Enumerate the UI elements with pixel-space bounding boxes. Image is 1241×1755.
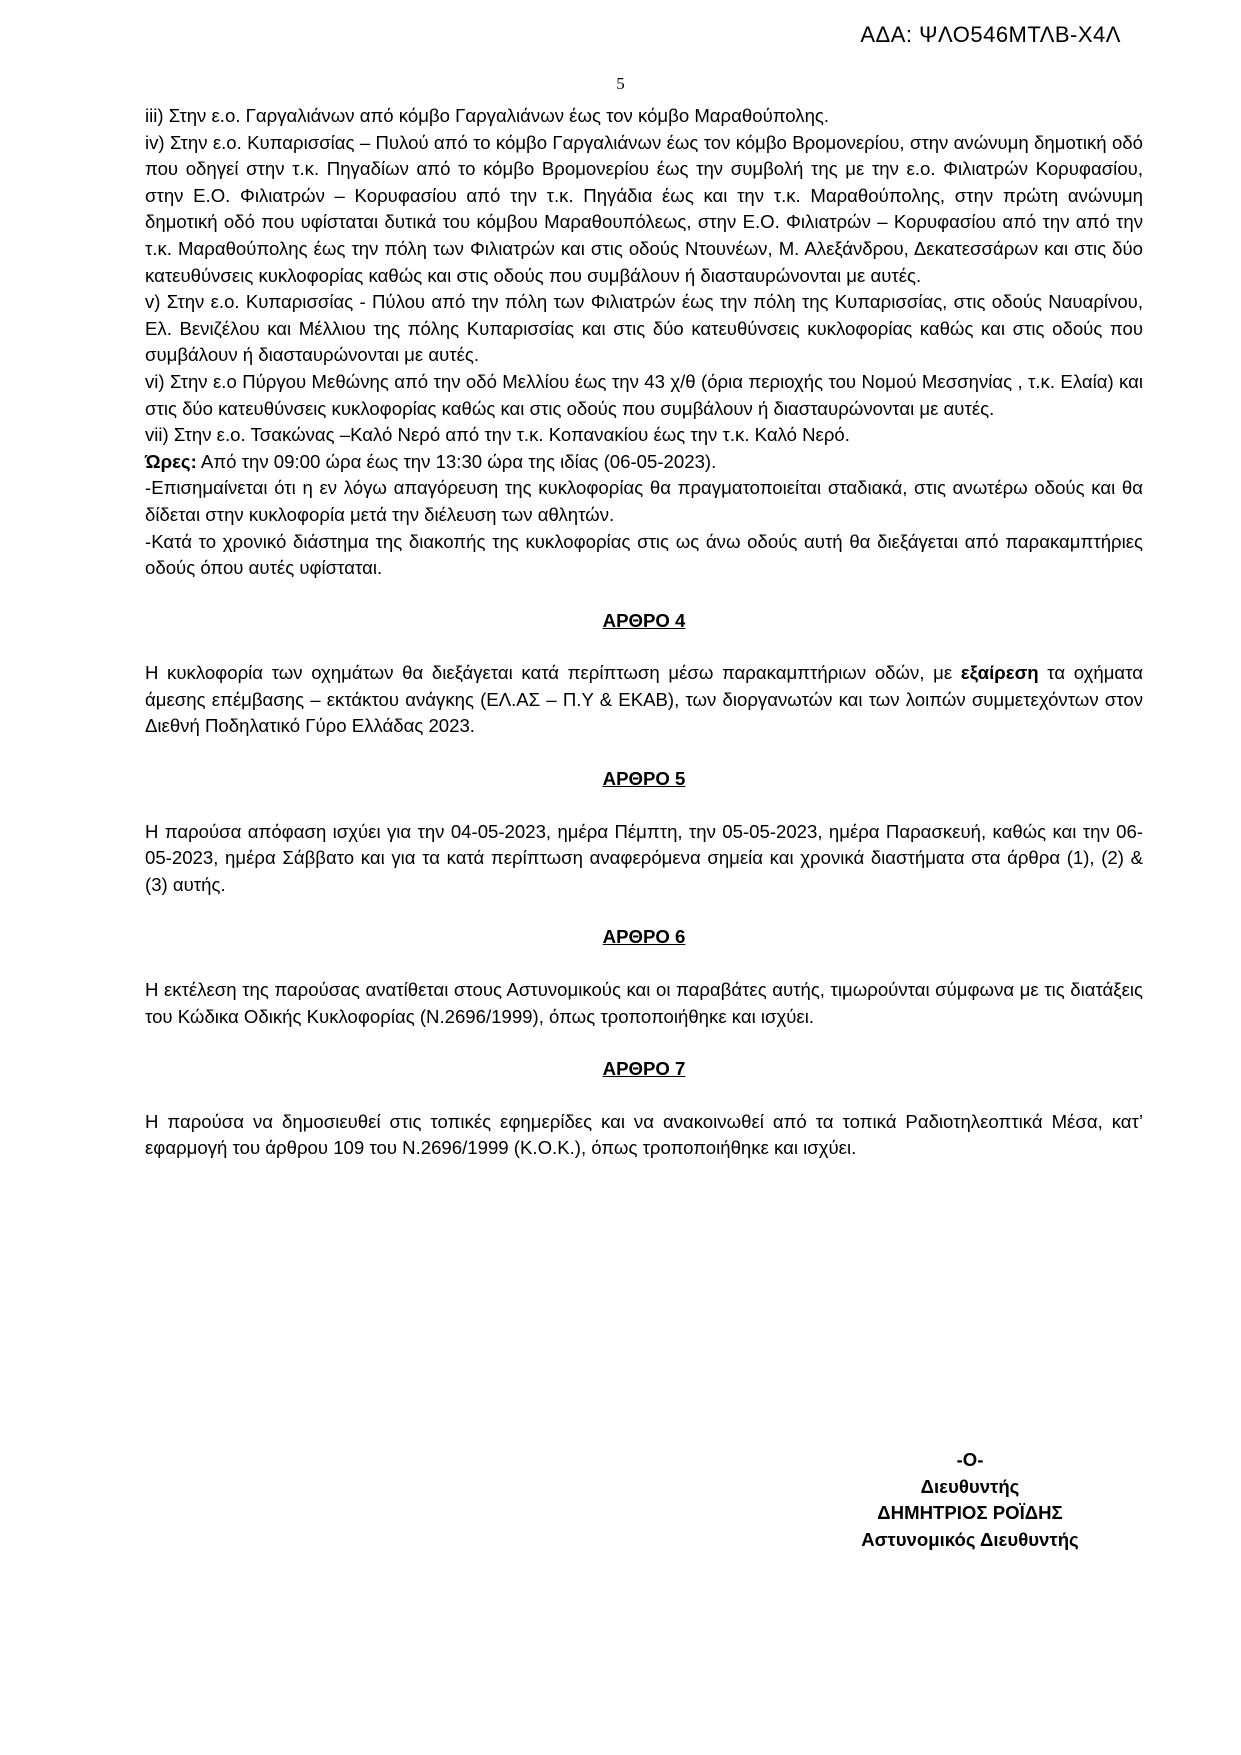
paragraph-iv: iv) Στην ε.ο. Κυπαρισσίας – Πυλού από το κόμβο Γαργαλιάνων έως τον κόμβο Βρομονερίου, στην ανώνυμη δημοτική οδό που οδηγεί στην τ.κ. Πηγαδίων από το κόμβο Βρομονερίου έως την συμβολή της με την ε.ο. Φιλιατρών Κορυφασίου, στην Ε.Ο. Φιλιατρών – Κορυφασίου από την τ.κ. Πηγάδια έως και την τ.κ. Μαραθούπολης, στην πρώτη ανώνυμη δημοτική οδό που υφίσταται δυτικά του κόμβου Μαραθουπόλεως, στην Ε.Ο. Φιλιατρών – Κορυφασίου από την από την τ.κ. Μαραθούπολης έως την πόλη των Φιλιατρών και στις οδούς Ντουνέων, Μ. Αλεξάνδρου, Δεκατεσσάρων και στις δύο κατευθύνσεις κυκλοφορίας καθώς και στις οδούς που συμβάλουν ή διασταυρώνονται με αυτές. xyxy=(145,131,1143,286)
signature-mark: -Ο- xyxy=(956,1449,984,1470)
article-4-heading: ΑΡΘΡΟ 4 xyxy=(602,609,686,631)
paragraph-vi: vi) Στην ε.ο Πύργου Μεθώνης από την οδό Μελλίου έως την 43 χ/θ (όρια περιοχής του Νομού Μεσσηνίας , τ.κ. Ελαία) και στις δύο κατευθύνσεις κυκλοφορίας καθώς και στις οδούς που συμβάλουν ή διασταυρώνονται με αυτές. xyxy=(145,370,1143,419)
article-6-heading: ΑΡΘΡΟ 6 xyxy=(602,926,686,948)
article-6-text: Η εκτέλεση της παρούσας ανατίθεται στους Αστυνομικούς και οι παραβάτες αυτής, τιμωρούνται σύμφωνα με τις διατάξεις του Κώδικα Οδικής Κυκλοφορίας (Ν.2696/1999), όπως τροποποιήθηκε και ισχύει. xyxy=(145,979,1143,1027)
article-4-text-b: τα οχήματα άμεσης επέμβασης – εκτάκτου ανάγκης (ΕΛ.ΑΣ – Π.Υ & ΕΚΑΒ), των διοργανωτών και των λοιπών συμμετεχόντων στον Διεθνή Ποδηλατικό Γύρο Ελλάδας 2023. xyxy=(145,662,1143,737)
paragraph-vii: vii) Στην ε.ο. Τσακώνας –Καλό Νερό από την τ.κ. Κοπανακίου έως την τ.κ. Καλό Νερό. xyxy=(145,424,850,446)
page-number: 5 xyxy=(616,74,625,93)
article-4-text-a: Η κυκλοφορία των οχημάτων θα διεξάγεται κατά περίπτωση μέσω παρακαμπτήριων οδών, με xyxy=(145,662,961,684)
signature-name: ΔΗΜΗΤΡΙΟΣ ΡΟΪΔΗΣ xyxy=(877,1502,1063,1524)
signature-rank: Αστυνομικός Διευθυντής xyxy=(861,1528,1079,1550)
signature-role: Διευθυντής xyxy=(920,1475,1020,1497)
article-7-heading: ΑΡΘΡΟ 7 xyxy=(602,1058,686,1080)
note-gradual-closure: -Επισημαίνεται ότι η εν λόγω απαγόρευση της κυκλοφορίας θα πραγματοποιείται σταδιακά, στις ανωτέρω οδούς και θα δίδεται στην κυκλοφορία μετά την διέλευση των αθλητών. xyxy=(145,477,1143,525)
paragraph-v: v) Στην ε.ο. Κυπαρισσίας - Πύλου από την πόλη των Φιλιατρών έως την πόλη της Κυπαρισσίας, στις οδούς Ναυαρίνου, Ελ. Βενιζέλου και Μέλλιου της πόλης Κυπαρισσίας και στις δύο κατευθύνσεις κυκλοφορίας καθώς και στις οδούς που συμβάλουν ή διασταυρώνονται με αυτές. xyxy=(145,291,1143,366)
hours-text: Από την 09:00 ώρα έως την 13:30 ώρα της ιδίας (06-05-2023). xyxy=(196,450,717,472)
ada-code: ΑΔΑ: ΨΛΟ546ΜΤΛΒ-Χ4Λ xyxy=(860,22,1121,47)
hours-label: Ώρες: xyxy=(145,450,197,472)
note-detour: -Κατά το χρονικό διάστημα της διακοπής της κυκλοφορίας στις ως άνω οδούς αυτή θα διεξάγεται από παρακαμπτήριες οδούς όπου αυτές υφίσταται. xyxy=(145,530,1143,579)
document-body xyxy=(145,103,1143,1162)
signature-block xyxy=(820,1447,1120,1553)
article-5-heading: ΑΡΘΡΟ 5 xyxy=(602,768,686,790)
hours-line xyxy=(145,449,1143,476)
article-4-text xyxy=(145,660,1143,740)
article-7-text: Η παρούσα να δημοσιευθεί στις τοπικές εφημερίδες και να ανακοινωθεί από τα τοπικά Ραδιοτηλεοπτικά Μέσα, κατ’ εφαρμογή του άρθρου 109 του Ν.2696/1999 (Κ.Ο.Κ.), όπως τροποποιήθηκε και ισχύει. xyxy=(145,1110,1143,1159)
paragraph-iii: iii) Στην ε.ο. Γαργαλιάνων από κόμβο Γαργαλιάνων έως τον κόμβο Μαραθούπολης. xyxy=(145,105,830,126)
article-4-text-bold: εξαίρεση xyxy=(960,662,1039,684)
article-5-text: Η παρούσα απόφαση ισχύει για την 04-05-2023, ημέρα Πέμπτη, την 05-05-2023, ημέρα Παρασκευή, καθώς και την 06-05-2023, ημέρα Σάββατο και για τα κατά περίπτωση αναφερόμενα σημεία και χρονικά διαστήματα στα άρθρα (1), (2) & (3) αυτής. xyxy=(145,820,1143,895)
